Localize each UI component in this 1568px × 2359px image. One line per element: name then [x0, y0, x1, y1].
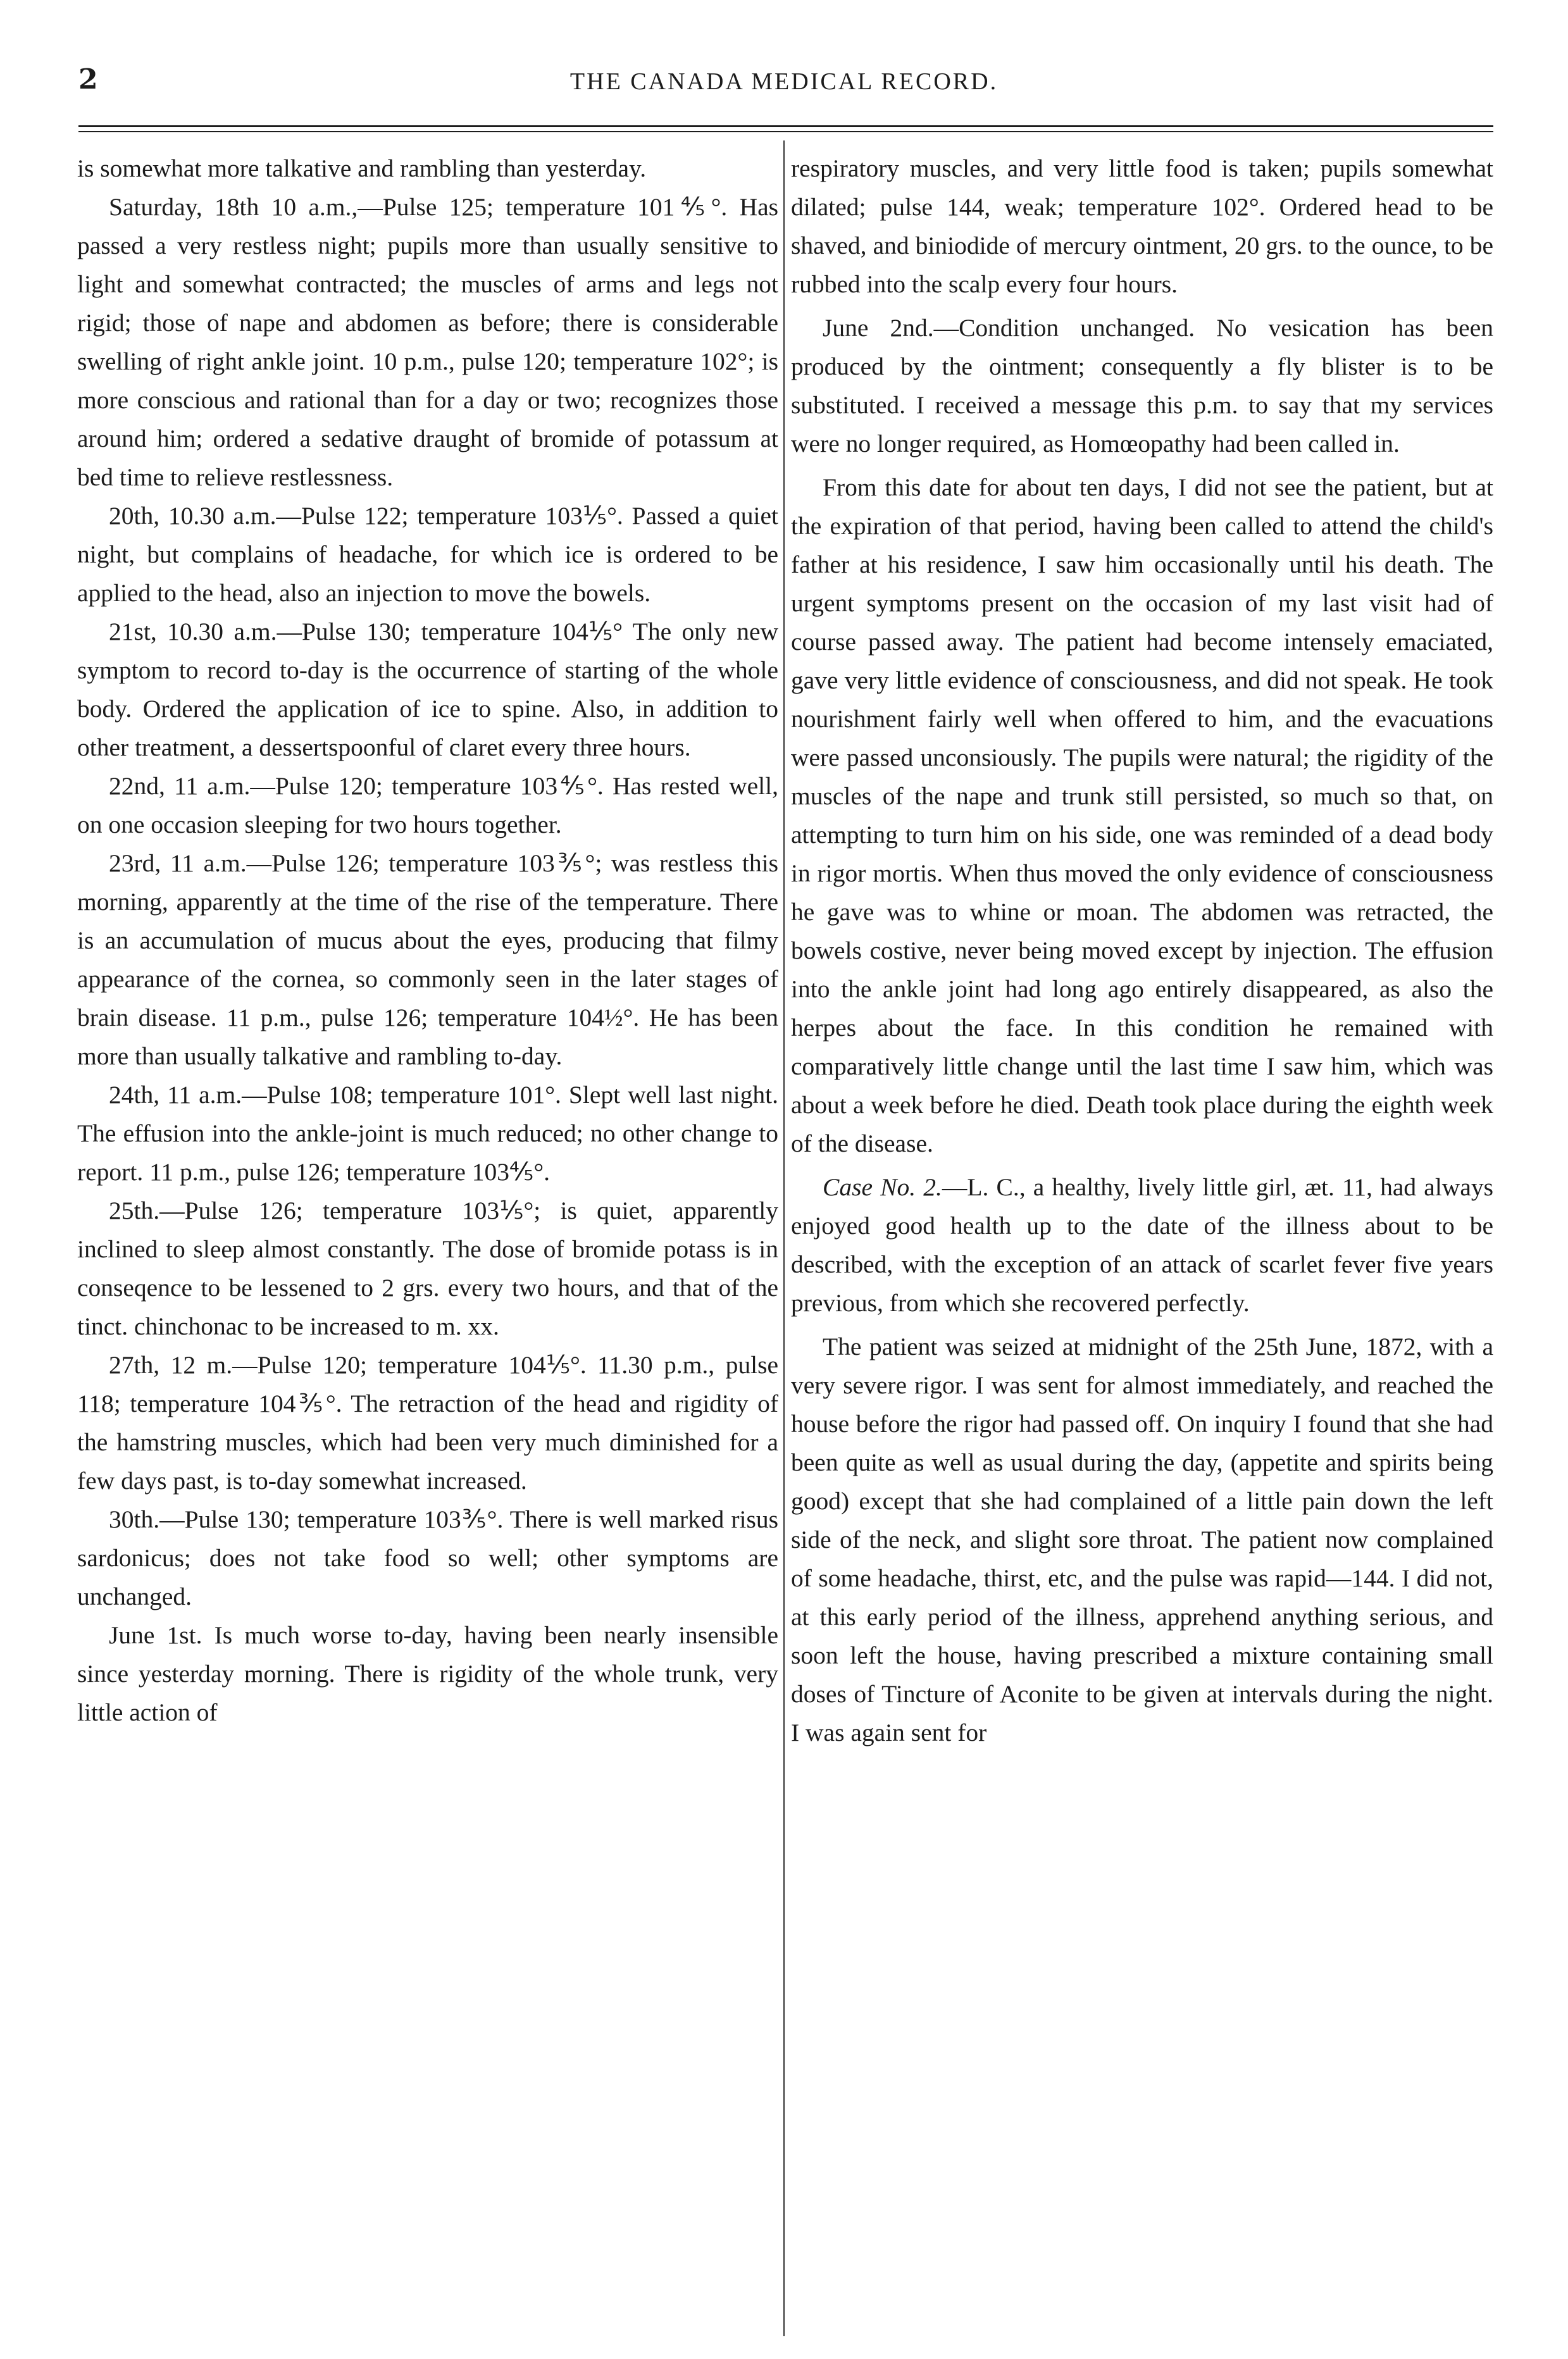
column-divider	[783, 140, 785, 2336]
paragraph: Saturday, 18th 10 a.m.,—Pulse 125; temperature 101⅘°. Has passed a very restless night; pupils more than usually sensitive to light and somewhat contracted; the muscles of arms and legs not rigid; those of nape and abdomen as before; there is considerable swelling of right ankle joint. 10 p.m., pulse 120; temperature 102°; is more conscious and rational than for a day or two; recognizes those around him; ordered a sedative draught of bromide of potassum at bed time to relieve restlessness.	[77, 193, 778, 491]
paragraph: 27th, 12 m.—Pulse 120; temperature 104⅕°. 11.30 p.m., pulse 118; temperature 104⅗°. The retraction of the head and rigidity of the hamstring muscles, which had been very much diminished for a few days past, is to-day somewhat increased.	[77, 1351, 778, 1495]
paragraph: 24th, 11 a.m.—Pulse 108; temperature 101°. Slept well last night. The effusion into the ankle-joint is much reduced; no other change to report. 11 p.m., pulse 126; temperature 103⅘°.	[77, 1081, 778, 1186]
case-label: Case No. 2.	[823, 1173, 942, 1201]
case-2-text: —L. C., a healthy, lively little girl, æt. 11, had always enjoyed good health up to the date of the illness about to be described, with the exception of an attack of scarlet fever five years previous, from which she recovered perfectly.	[791, 1173, 1493, 1317]
header-rule-bottom	[78, 131, 1493, 132]
right-column	[791, 149, 1493, 1752]
paragraph: 22nd, 11 a.m.—Pulse 120; temperature 103⅘°. Has rested well, on one occasion sleeping for two hours together.	[77, 772, 778, 838]
paragraph: The patient was seized at midnight of the 25th June, 1872, with a very severe rigor. I was sent for almost immediately, and reached the house before the rigor had passed off. On inquiry I found that she had been quite as well as usual during the day, (appetite and spirits being good) except that she had complained of a little pain down the left side of the neck, and slight sore throat. The patient now complained of some headache, thirst, etc, and the pulse was rapid—144. I did not, at this early period of the illness, apprehend anything serious, and soon left the house, having prescribed a mixture containing small doses of Tincture of Aconite to be given at intervals during the night. I was again sent for	[791, 1333, 1493, 1746]
paragraph: June 2nd.—Condition unchanged. No vesication has been produced by the ointment; consequently a fly blister is to be substituted. I received a message this p.m. to say that my services were no longer required, as Homœopathy had been called in.	[791, 314, 1493, 457]
paragraph: respiratory muscles, and very little food is taken; pupils somewhat dilated; pulse 144, weak; temperature 102°. Ordered head to be shaved, and biniodide of mercury ointment, 20 grs. to the ounce, to be rubbed into the scalp every four hours.	[791, 154, 1493, 298]
left-column	[77, 149, 778, 1732]
paragraph: 21st, 10.30 a.m.—Pulse 130; temperature 104⅕° The only new symptom to record to-day is the occurrence of starting of the whole body. Ordered the application of ice to spine. Also, in addition to other treatment, a dessertspoonful of claret every three hours.	[77, 618, 778, 761]
running-head: THE CANADA MEDICAL RECORD.	[569, 68, 999, 95]
paragraph: From this date for about ten days, I did not see the patient, but at the expiration of that period, having been called to attend the child's father at his residence, I saw him occasionally until his death. The urgent symptoms present on the occasion of my last visit had of course passed away. The patient had become intensely emaciated, gave very little evidence of consciousness, and did not speak. He took nourishment fairly well when offered to him, and the evacuations were passed unconsiously. The pupils were natural; the rigidity of the muscles of the nape and trunk still persisted, so much so that, on attempting to turn him on his side, one was reminded of a dead body in rigor mortis. When thus moved the only evidence of consciousness he gave was to whine or moan. The abdomen was retracted, the bowels costive, never being moved except by injection. The effusion into the ankle joint had long ago entirely disappeared, as also the herpes about the face. In this condition he remained with comparatively little change until the last time I saw him, which was about a week before he died. Death took place during the eighth week of the disease.	[791, 473, 1493, 1157]
header-rule-top	[78, 125, 1493, 127]
page-number: 2	[78, 63, 98, 96]
paragraph: 20th, 10.30 a.m.—Pulse 122; temperature 103⅕°. Passed a quiet night, but complains of headache, for which ice is ordered to be applied to the head, also an injection to move the bowels.	[77, 502, 778, 607]
paragraph: 30th.—Pulse 130; temperature 103⅗°. There is well marked risus sardonicus; does not take food so well; other symptoms are unchanged.	[77, 1505, 778, 1610]
paragraph: June 1st. Is much worse to-day, having been nearly insensible since yesterday morning. There is rigidity of the whole trunk, very little action of	[77, 1621, 778, 1726]
paragraph: 23rd, 11 a.m.—Pulse 126; temperature 103⅗°; was restless this morning, apparently at the time of the rise of the temperature. There is an accumulation of mucus about the eyes, producing that filmy appearance of the cornea, so commonly seen in the later stages of brain disease. 11 p.m., pulse 126; temperature 104½°. He has been more than usually talkative and rambling to-day.	[77, 849, 778, 1070]
paragraph: 25th.—Pulse 126; temperature 103⅕°; is quiet, apparently inclined to sleep almost constantly. The dose of bromide potass is in conseqence to be lessened to 2 grs. every two hours, and that of the tinct. chinchonac to be increased to m. xx.	[77, 1197, 778, 1340]
paragraph: is somewhat more talkative and rambling than yesterday.	[77, 154, 647, 182]
case-2-paragraph	[791, 1168, 1493, 1323]
